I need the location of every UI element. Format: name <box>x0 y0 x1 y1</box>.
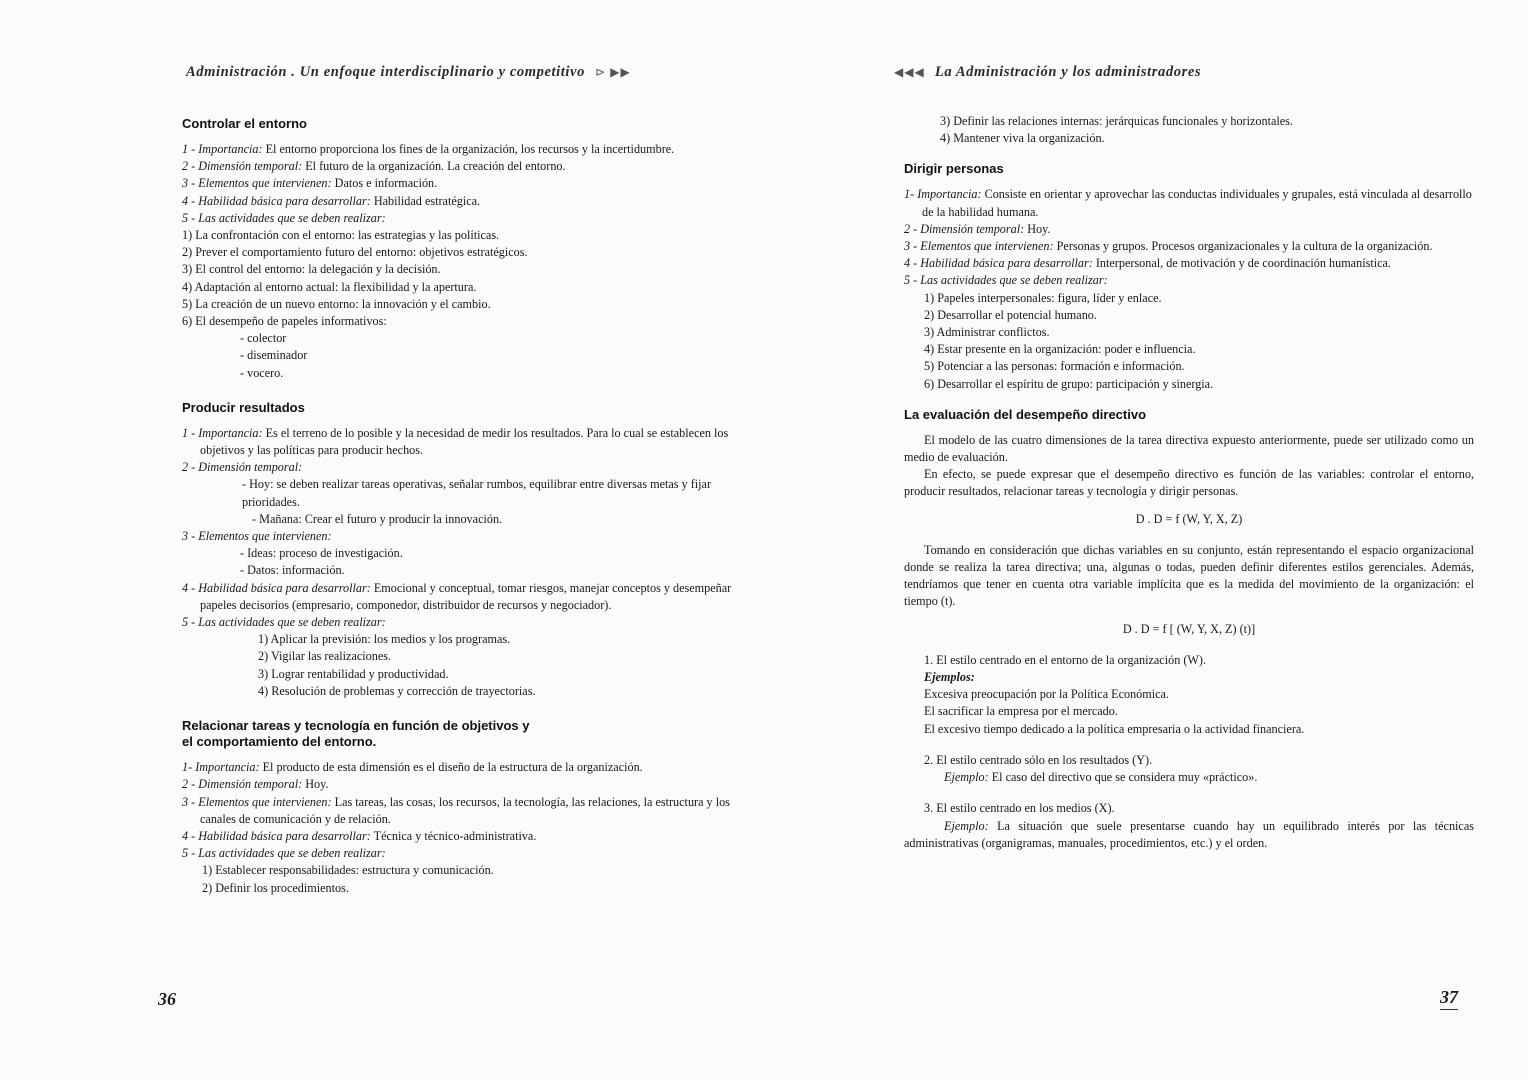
activity-item: 5) Potenciar a las personas: formación e información. <box>924 359 1185 374</box>
list-item: 2 - Dimensión temporal: El futuro de la organización. La creación del entorno. <box>182 159 566 174</box>
right-page-number: 37 <box>1440 987 1458 1010</box>
right-page-content <box>904 113 1474 852</box>
list-item: 4 - Habilidad básica para desarrollar: Interpersonal, de motivación y de coordinación humanística. <box>904 256 1391 271</box>
forward-arrows-icon: ⊳ ▶▶ <box>595 65 631 79</box>
sub-item: - Datos: información. <box>240 563 345 578</box>
paragraph: En efecto, se puede expresar que el desempeño directivo es función de las variables: controlar el entorno, producir resultados, relacionar tareas y tecnología y dirigir personas. <box>904 467 1474 499</box>
activity-item: 3) Administrar conflictos. <box>924 325 1050 340</box>
list-item: 5 - Las actividades que se deben realizar: <box>904 273 1108 288</box>
section-title-dirigir: Dirigir personas <box>904 161 1004 177</box>
formula: D . D = f [ (W, Y, X, Z) (t)] <box>1122 621 1256 636</box>
sub-item: - Ideas: proceso de investigación. <box>240 546 403 561</box>
activity-item: 2) Definir los procedimientos. <box>202 880 349 895</box>
list-item: 3 - Elementos que intervienen: Datos e información. <box>182 176 438 191</box>
right-header-title: La Administración y los administradores <box>934 64 1202 80</box>
role-item: - diseminador <box>240 348 308 363</box>
activity-item: 4) Resolución de problemas y corrección de trayectorias. <box>258 683 536 698</box>
paragraph: El modelo de las cuatro dimensiones de la tarea directiva expuesto anteriormente, puede ser utilizado como un medio de evaluación. <box>904 432 1474 465</box>
section-title-producir: Producir resultados <box>182 399 305 415</box>
style-item: 2. El estilo centrado sólo en los resultados (Y). <box>924 752 1153 767</box>
list-item: 2 - Dimensión temporal: Hoy. <box>904 221 1051 236</box>
sub-item: - Mañana: Crear el futuro y producir la innovación. <box>252 511 503 526</box>
list-item: 3 - Elementos que intervienen: <box>182 529 332 544</box>
list-item: 3 - Elementos que intervienen: Las tareas, las cosas, los recursos, la tecnología, las relaciones, la estructura y los canales de comunicación y de relación. <box>182 794 730 826</box>
activity-item: 4) Adaptación al entorno actual: la flexibilidad y la apertura. <box>182 279 477 294</box>
list-item: 4 - Habilidad básica para desarrollar: Habilidad estratégica. <box>182 193 481 208</box>
list-item: 2 - Dimensión temporal: Hoy. <box>182 777 329 792</box>
activity-item: 2) Prever el comportamiento futuro del entorno: objetivos estratégicos. <box>182 245 528 260</box>
right-running-header <box>888 64 1201 81</box>
list-item: 2 - Dimensión temporal: <box>182 460 303 475</box>
activity-item: 4) Estar presente en la organización: poder e influencia. <box>924 342 1196 357</box>
sub-item: - Hoy: se deben realizar tareas operativas, señalar rumbos, equilibrar entre diversas metas y fijar prioridades. <box>242 477 712 509</box>
example-item: El excesivo tiempo dedicado a la política empresaria o la actividad financiera. <box>924 721 1305 736</box>
role-item: - colector <box>240 331 287 346</box>
activity-item: 2) Vigilar las realizaciones. <box>258 649 392 664</box>
list-item: 1 - Importancia: Es el terreno de lo posible y la necesidad de medir los resultados. Para lo cual se establecen los objetivos y las políticas para producir hechos. <box>182 425 729 458</box>
left-page-content <box>182 116 742 897</box>
style-item: 3. El estilo centrado en los medios (X). <box>924 801 1115 816</box>
list-item: 5 - Las actividades que se deben realizar: <box>182 846 386 861</box>
section-title-evaluacion: La evaluación del desempeño directivo <box>904 406 1147 422</box>
example-item: Ejemplo: El caso del directivo que se considera muy «práctico». <box>944 770 1258 785</box>
example-item: El sacrificar la empresa por el mercado. <box>924 704 1118 719</box>
activity-item: 6) El desempeño de papeles informativos: <box>182 314 387 329</box>
activity-item: 4) Mantener viva la organización. <box>940 131 1105 146</box>
back-arrows-icon: ◀◀◀ <box>894 65 925 79</box>
activity-item: 1) Aplicar la previsión: los medios y los programas. <box>258 632 511 647</box>
activity-item: 1) Papeles interpersonales: figura, líder y enlace. <box>924 290 1162 305</box>
list-item: 4 - Habilidad básica para desarrollar: Emocional y conceptual, tomar riesgos, manejar conceptos y desempeñar papeles decisorios (empresario, componedor, distribuidor de recursos y negociador). <box>182 580 732 612</box>
list-item: 1 - Importancia: El entorno proporciona los fines de la organización, los recursos y la incertidumbre. <box>182 142 675 156</box>
left-running-header <box>186 64 637 81</box>
section-title-controlar: Controlar el entorno <box>182 116 307 131</box>
activity-item: 2) Desarrollar el potencial humano. <box>924 307 1097 322</box>
activity-item: 1) Establecer responsabilidades: estructura y comunicación. <box>202 863 494 878</box>
style-item: 1. El estilo centrado en el entorno de la organización (W). <box>924 652 1207 667</box>
role-item: - vocero. <box>240 365 284 380</box>
activity-item: 6) Desarrollar el espíritu de grupo: participación y sinergia. <box>924 376 1214 391</box>
activity-item: 3) Definir las relaciones internas: jerárquicas funcionales y horizontales. <box>940 114 1293 128</box>
list-item: 3 - Elementos que intervienen: Personas y grupos. Procesos organizacionales y la cultura de la organización. <box>904 239 1433 254</box>
example-item: Ejemplo: La situación que suele presentarse cuando hay un equilibrado interés por las técnicas administrativas (organigramas, manuales, procedimientos, etc.) y el orden. <box>904 818 1474 850</box>
examples-label: Ejemplos: <box>924 670 975 685</box>
left-header-title: Administración . Un enfoque interdisciplinario y competitivo <box>186 64 585 80</box>
activity-item: 3) El control del entorno: la delegación y la decisión. <box>182 262 441 277</box>
example-item: Excesiva preocupación por la Política Económica. <box>924 687 1170 702</box>
section-title-relacionar: Relacionar tareas y tecnología en función de objetivos y el comportamiento del entorno. <box>182 718 530 750</box>
list-item: 5 - Las actividades que se deben realizar: <box>182 210 386 225</box>
formula: D . D = f (W, Y, X, Z) <box>1135 511 1243 526</box>
activity-item: 5) La creación de un nuevo entorno: la innovación y el cambio. <box>182 296 491 311</box>
list-item: 4 - Habilidad básica para desarrollar: Técnica y técnico-administrativa. <box>182 828 537 843</box>
list-item: 1- Importancia: El producto de esta dimensión es el diseño de la estructura de la organización. <box>182 760 643 775</box>
list-item: 1- Importancia: Consiste en orientar y aprovechar las conductas individuales y grupales, está vinculada al desarrollo de la habilidad humana. <box>904 187 1472 219</box>
activity-item: 3) Lograr rentabilidad y productividad. <box>258 666 449 681</box>
paragraph: Tomando en consideración que dichas variables en su conjunto, están representando el espacio organizacional donde se realiza la tarea directiva; una, algunas o todas, pueden definir diferentes estilos gerenciales. Además, tendríamos que tener en cuenta otra variable implícita que es la medida del movimiento de la organización: el tiempo (t). <box>904 542 1474 609</box>
left-page-number: 36 <box>158 989 176 1009</box>
right-page <box>764 0 1528 1080</box>
list-item: 5 - Las actividades que se deben realizar: <box>182 615 386 630</box>
activity-item: 1) La confrontación con el entorno: las estrategias y las políticas. <box>182 228 500 243</box>
